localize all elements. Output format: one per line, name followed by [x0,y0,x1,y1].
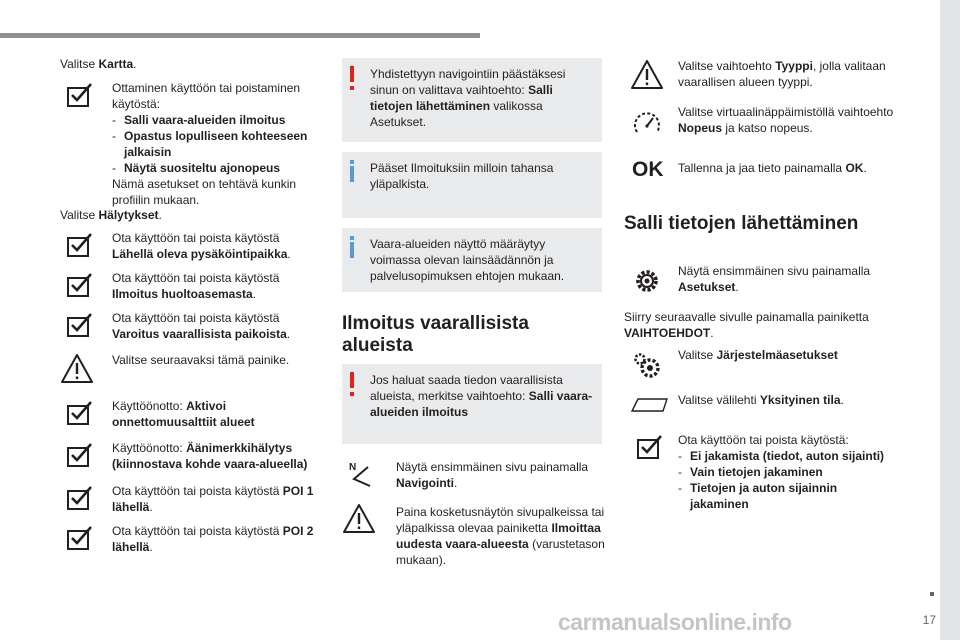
danger-places-item: Ota käyttöön tai poista käytöstä Varoitus vaarallisista paikoista. [112,311,291,341]
share-bullet: - Vain tietojen jakaminen [678,464,888,480]
warning-note: Yhdistettyyn navigointiin päästäksesi sinun on valittava vaihtoehto: Salli tietojen lähettäminen valikossa Asetukset. [342,58,602,142]
checkbox-icon [64,440,94,470]
share-options-text: Ota käyttöön tai poista käytöstä: - Ei jakamista (tiedot, auton sijainti) - Vain tietojen jakaminen - Tietojen ja auton sijainnin jakaminen [678,432,888,512]
footer-watermark: carmanualsonline.info [558,609,792,635]
sound-alert-item: Käyttöönotto: Äänimerkkihälytys (kiinnostava kohde vaara-alueella) [112,441,308,471]
poi1-item: Ota käyttöön tai poista käytöstä POI 1 lähellä. [112,484,314,514]
checkbox-icon [64,230,94,260]
checkbox-icon [64,523,94,553]
map-bullet: - Näytä suositeltu ajonopeus [112,160,322,176]
alerts-line: Valitse Hälytykset. [60,208,162,222]
poi2-item: Ota käyttöön tai poista käytöstä POI 2 lähellä. [112,524,314,554]
accident-zones-item: Käyttöönotto: Aktivoi onnettomuusalttiit alueet [112,399,255,429]
checkbox-icon [64,483,94,513]
share-bullet: - Ei jakamista (tiedot, auton sijainti) [678,448,888,464]
navigation-text: Näytä ensimmäinen sivu painamalla Navigointi. [396,460,589,490]
checkbox-icon [634,432,664,462]
warning-note: Jos haluat saada tiedon vaarallisista alueista, merkitse vaihtoehto: Salli vaara-alueiden ilmoitus [342,364,602,444]
section-heading-danger-zones: Ilmoitus vaarallisista alueista [342,313,529,356]
ok-text: Tallenna ja jaa tieto painamalla OK. [678,161,867,175]
map-bullet: - Salli vaara-alueiden ilmoitus [112,112,322,128]
checkbox-icon [64,310,94,340]
page-number: 17 [922,613,936,627]
warning-mark-icon [350,372,354,388]
options-text: Siirry seuraavalle sivulle painamalla painiketta VAIHTOEHDOT. [624,310,869,340]
report-danger-zone-text: Paina kosketusnäytön sivupalkeissa tai yläpalkissa olevaa painiketta Ilmoittaa uudesta vaara-alueesta (varustetason mukaan). [396,505,605,567]
info-mark-icon [350,242,354,258]
tab-icon [630,391,670,421]
info-mark-icon [350,166,354,182]
share-bullet: - Tietojen ja auton sijainnin jakaminen [678,480,888,512]
speedometer-icon [632,108,662,138]
map-settings-text: Ottaminen käyttöön tai poistaminen käytöstä: - Salli vaara-alueiden ilmoitus - Opastus lopulliseen kohteeseen jalkaisin - Näytä suositeltu ajonopeus Nämä asetukset on tehtävä kunkin profiilin mukaan. [112,80,322,208]
warning-mark-icon [350,66,354,82]
checkbox-icon [64,270,94,300]
continue-mark [930,592,934,596]
system-settings-text: Valitse Järjestelmäasetukset [678,348,838,362]
map-bullet: - Opastus lopulliseen kohteeseen jalkaisin [112,128,322,160]
fuel-station-item: Ota käyttöön tai poista käytöstä Ilmoitus huoltoasemasta. [112,271,280,301]
type-text: Valitse vaihtoehto Tyyppi, jolla valitaan vaarallisen alueen tyyppi. [678,59,886,89]
top-bar [0,33,480,38]
info-note: Vaara-alueiden näyttö määräytyy voimassa olevan lainsäädännön ja palvelusopimuksen ehtojen mukaan. [342,228,602,292]
gear-icon [632,266,662,296]
ok-icon: OK [632,158,664,181]
checkbox-icon [64,398,94,428]
gears-icon [632,351,662,381]
parking-item: Ota käyttöön tai poista käytöstä Lähellä oleva pysäköintipaikka. [112,231,291,261]
settings-text: Näytä ensimmäinen sivu painamalla Asetukset. [678,264,871,294]
warning-icon [60,352,94,386]
next-button-instruction: Valitse seuraavaksi tämä painike. [112,353,290,367]
info-note: Pääset Ilmoituksiin milloin tahansa yläpalkista. [342,152,602,218]
warning-icon [630,58,664,92]
svg-text:N: N [349,462,357,473]
checkbox-icon [64,80,94,110]
navigation-icon [346,459,376,489]
intro-line: Valitse Kartta. [60,57,137,71]
warning-icon [342,502,376,536]
privacy-tab-text: Valitse välilehti Yksityinen tila. [678,393,844,407]
section-heading-data-sharing: Salli tietojen lähettäminen [624,213,859,234]
side-band [940,0,960,640]
speed-text: Valitse virtuaalinäppäimistöllä vaihtoehto Nopeus ja katso nopeus. [678,105,894,135]
